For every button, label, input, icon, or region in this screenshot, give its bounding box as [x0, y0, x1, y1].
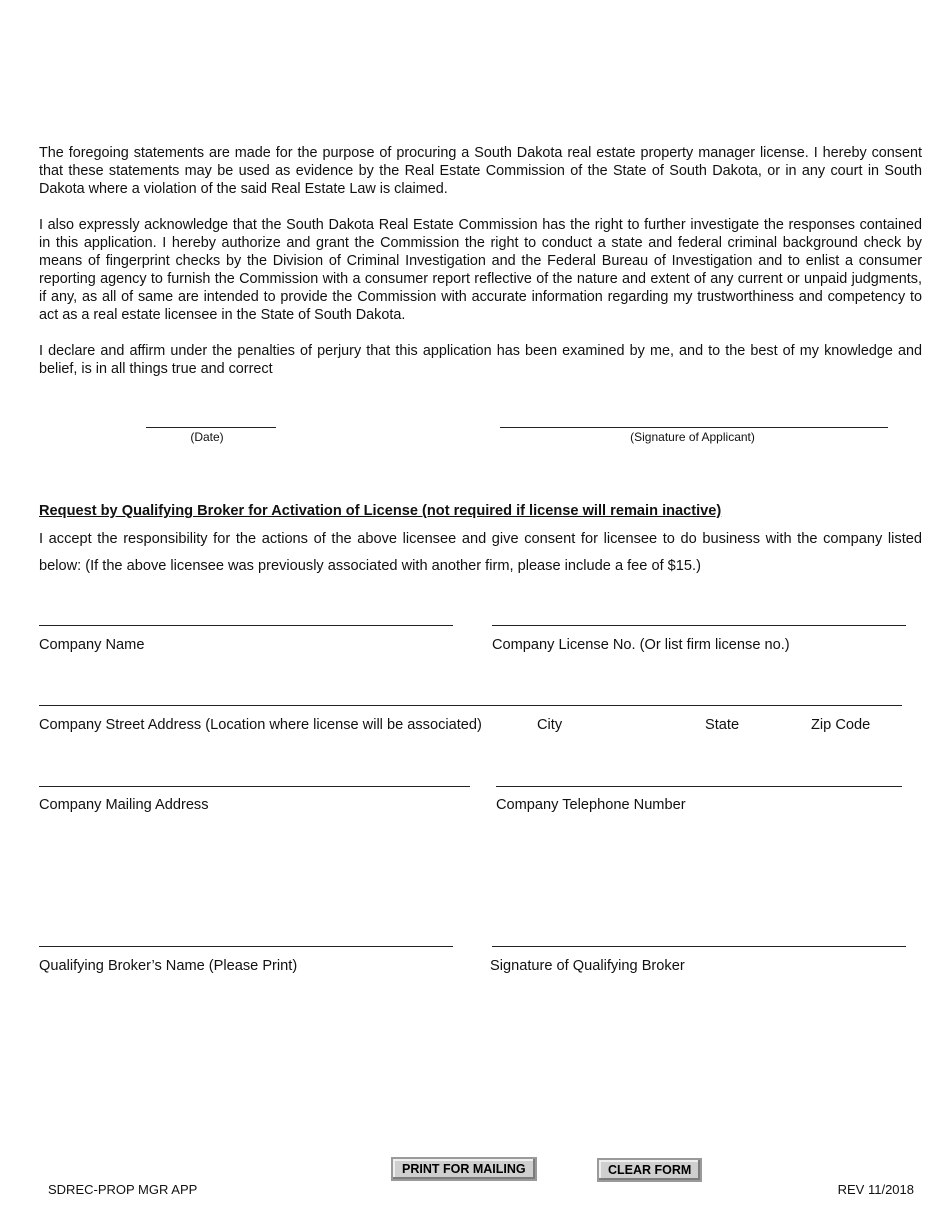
state-label: State [705, 717, 740, 733]
clear-form-button[interactable]: CLEAR FORM [597, 1158, 702, 1182]
date-caption: (Date) [190, 430, 224, 444]
print-for-mailing-button[interactable]: PRINT FOR MAILING [391, 1157, 537, 1181]
applicant-signature-caption: (Signature of Applicant) [630, 430, 755, 444]
form-id: SDREC-PROP MGR APP [48, 1182, 198, 1197]
mailing-address-line[interactable] [39, 786, 470, 787]
company-license-line[interactable] [492, 625, 906, 626]
company-license-label: Company License No. (Or list firm license no.) [492, 637, 790, 653]
declaration-paragraph-3: I declare and affirm under the penalties of perjury that this application has been examined by me, and to the best of my knowledge and belief, is in all things true and correct [39, 343, 922, 377]
telephone-line[interactable] [496, 786, 902, 787]
applicant-signature-line[interactable] [500, 427, 888, 428]
street-address-line[interactable] [39, 705, 902, 706]
zip-code-label: Zip Code [811, 717, 871, 733]
street-address-label: Company Street Address (Location where license will be associated) [39, 717, 482, 733]
telephone-label: Company Telephone Number [496, 797, 686, 813]
revision-date: REV 11/2018 [837, 1182, 914, 1197]
company-name-label: Company Name [39, 637, 145, 653]
broker-consent-statement: I accept the responsibility for the actions of the above licensee and give consent for licensee to do business with the company listed below: (If the above licensee was previously associated with another firm, please include a fee of $15.) [39, 531, 922, 574]
declaration-paragraph-2: I also expressly acknowledge that the South Dakota Real Estate Commission has the right to further investigate the responses contained in this application. I hereby authorize and grant the Commission the right to conduct a state and federal criminal background check by means of fingerprint checks by the Division of Criminal Investigation and the Federal Bureau of Investigation and to enlist a consumer reporting agency to furnish the Commission with a consumer report reflective of the nature and extent of any current or unpaid judgments, if any, as all of same are intended to provide the Commission with accurate information regarding my trustworthiness and competency to act as a real estate licensee in the State of South Dakota. [39, 217, 922, 323]
broker-name-line[interactable] [39, 946, 453, 947]
city-label: City [537, 717, 563, 733]
broker-signature-line[interactable] [492, 946, 906, 947]
mailing-address-label: Company Mailing Address [39, 797, 209, 813]
broker-name-label: Qualifying Broker’s Name (Please Print) [39, 958, 298, 974]
broker-request-heading: Request by Qualifying Broker for Activation of License (not required if license will remain inactive) [39, 503, 722, 519]
broker-signature-label: Signature of Qualifying Broker [490, 958, 685, 974]
declaration-paragraph-1: The foregoing statements are made for the purpose of procuring a South Dakota real estate property manager license. I hereby consent that these statements may be used as evidence by the Real Estate Commission of the State of South Dakota, or in any court in South Dakota where a violation of the said Real Estate Law is claimed. [39, 145, 922, 197]
date-line[interactable] [146, 427, 276, 428]
company-name-line[interactable] [39, 625, 453, 626]
